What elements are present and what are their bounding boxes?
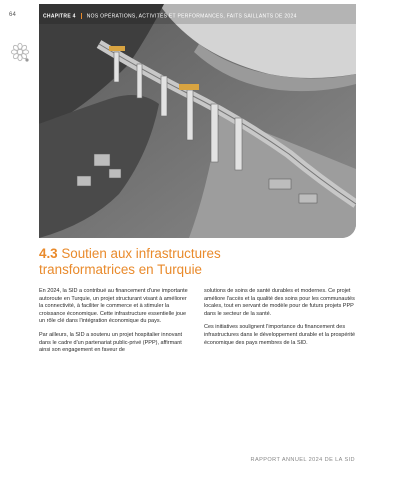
body-column-left [39, 288, 191, 361]
isdb-logo-icon [9, 41, 31, 63]
header-divider [81, 13, 82, 19]
section-title [39, 246, 319, 277]
section-number: 4.3 [39, 246, 58, 261]
page-number: 64 [9, 12, 17, 18]
body-column-right [204, 288, 356, 353]
page-footer: RAPPORT ANNUEL 2024 DE LA SID [250, 457, 355, 463]
section-title-text: Soutien aux infrastructures transformatrices en Turquie [39, 246, 221, 277]
viaduct-photo [39, 4, 356, 238]
chapter-header [43, 13, 297, 19]
chapter-label: CHAPITRE 4 [43, 13, 76, 20]
body-paragraph: solutions de soins de santé durables et modernes. Ce projet améliore l'accès et la qualité des soins pour les communautés locales, tout en servant de modèle pour de futurs projets PPP dans le secteur de la santé. [204, 288, 355, 317]
body-paragraph: En 2024, la SID a contribué au financement d'une importante autoroute en Turquie, un projet structurant visant à améliorer la connectivité, à faciliter le commerce et à stimuler la croissance économique. Cette infrastructure essentielle joue un rôle clé dans l'intégration économique du pays. [39, 288, 188, 325]
body-paragraph: Ces initiatives soulignent l'importance du financement des infrastructures dans le développement durable et la prospérité économique des pays membres de la SID. [204, 324, 356, 346]
body-paragraph: Par ailleurs, la SID a soutenu un projet hospitalier innovant dans le cadre d'un partenariat public-privé (PPP), affirmant ainsi son engagement en faveur de [39, 331, 183, 354]
section-label: NOS OPÉRATIONS, ACTIVITÉS ET PERFORMANCES, FAITS SAILLANTS DE 2024 [86, 13, 297, 20]
